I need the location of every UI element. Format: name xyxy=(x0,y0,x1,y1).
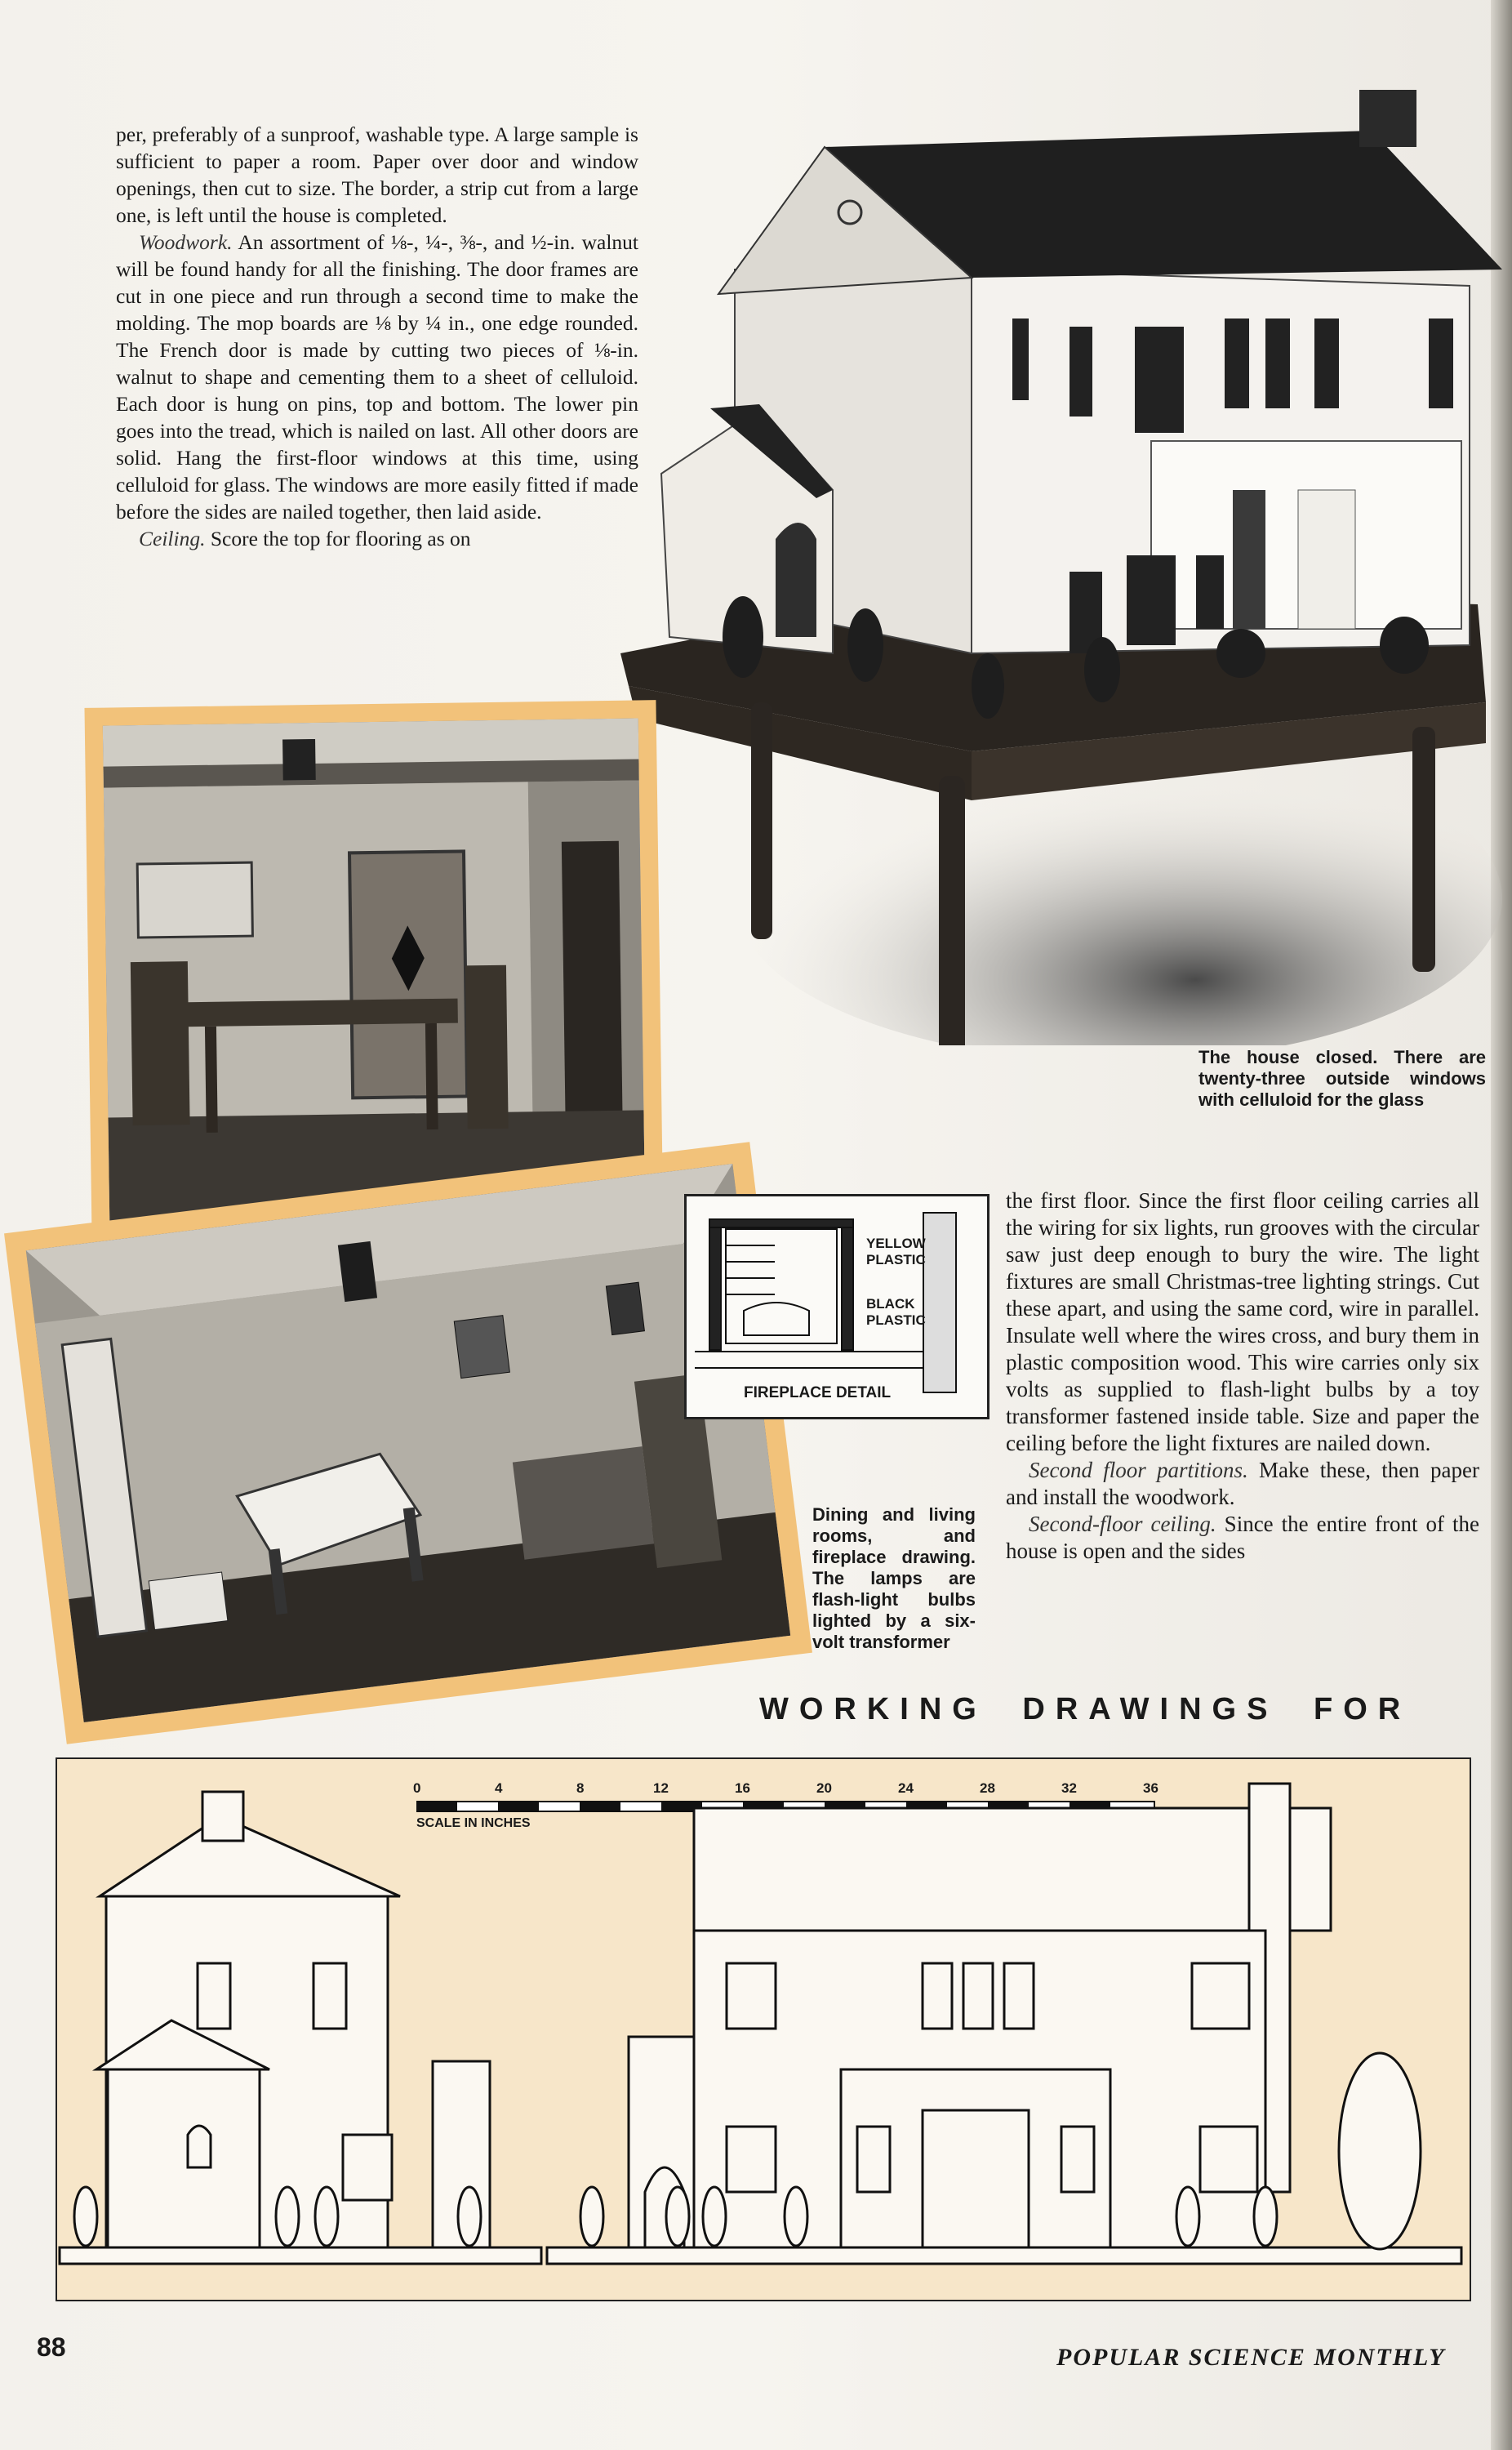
scale-tick-12: 12 xyxy=(653,1780,669,1796)
working-drawings-title: WORKING DRAWINGS FOR xyxy=(759,1692,1412,1726)
scale-tick-32: 32 xyxy=(1061,1780,1077,1796)
left-text-column xyxy=(116,121,638,552)
second-floor-partitions-text: Make these, then paper and install the woodwork. xyxy=(1006,1458,1479,1509)
second-floor-ceiling-text: Since the entire front of the house is open and the sides xyxy=(1006,1512,1479,1563)
ceiling-text: Score the top for flooring as on xyxy=(210,527,471,550)
living-room-photo xyxy=(26,1164,790,1722)
woodwork-heading: Woodwork. xyxy=(139,230,233,254)
house-photo-caption: The house closed. There are twenty-three outside windows with celluloid for the glass xyxy=(1198,1047,1486,1110)
fireplace-detail-drawing xyxy=(684,1194,989,1419)
right-paragraph-2 xyxy=(1006,1457,1479,1511)
black-plastic-label-1: BLACK xyxy=(866,1296,915,1312)
scale-tick-20: 20 xyxy=(816,1780,832,1796)
yellow-plastic-label-1: YELLOW xyxy=(866,1236,926,1251)
house-elevation-drawings xyxy=(57,1759,1470,2300)
magazine-name: POPULAR SCIENCE MONTHLY xyxy=(1056,2344,1446,2371)
second-floor-ceiling-heading: Second-floor ceiling. xyxy=(1029,1512,1216,1536)
right-paragraph-3 xyxy=(1006,1511,1479,1565)
left-paragraph-2 xyxy=(116,229,638,525)
ceiling-heading: Ceiling. xyxy=(139,527,206,550)
left-paragraph-3 xyxy=(116,525,638,552)
fireplace-detail-title: FIREPLACE DETAIL xyxy=(744,1384,892,1401)
scale-tick-8: 8 xyxy=(576,1780,585,1796)
dining-living-caption: Dining and living rooms, and fireplace drawing. The lamps are flash-light bulbs lighted by a six-volt transformer xyxy=(812,1504,976,1652)
right-text-column xyxy=(1006,1187,1479,1565)
scale-tick-0: 0 xyxy=(413,1780,421,1796)
scale-tick-36: 36 xyxy=(1143,1780,1158,1796)
scale-tick-24: 24 xyxy=(898,1780,914,1796)
yellow-plastic-label-2: PLASTIC xyxy=(866,1252,926,1267)
scale-tick-4: 4 xyxy=(495,1780,503,1796)
scale-label: SCALE IN INCHES xyxy=(416,1816,531,1830)
woodwork-text: An assortment of ⅛-, ¼-, ⅜-, and ½-in. walnut will be found handy for all the finishing. The door frames are cut in one piece and run through a second time to make the molding. The mop boards are ⅛ by ¼ in., one edge rounded. The French door is made by cutting two pieces of ⅛-in. walnut to shape and cementing them to a sheet of celluloid. Each door is hung on pins, top and bottom. The lower pin goes into the tread, which is nailed on last. All other doors are solid. Hang the first-floor windows at this time, using celluloid for glass. The windows are more easily fitted if made before the sides are nailed together, then laid aside. xyxy=(116,230,638,523)
black-plastic-label-2: PLASTIC xyxy=(866,1312,926,1328)
dining-room-photo-frame xyxy=(84,700,663,1241)
scale-tick-16: 16 xyxy=(735,1780,750,1796)
house-closed-photo xyxy=(612,82,1502,1045)
scale-tick-28: 28 xyxy=(980,1780,995,1796)
right-paragraph-1: the first floor. Since the first floor ceiling carries all the wiring for six lights, run grooves with the circular saw just deep enough to bury the wire. The light fixtures are small Christmas-tree lighting strings. Cut these apart, and using the same cord, wire in parallel. Insulate well where the wires cross, and bury them in plastic composition wood. This wire carries only six volts as supplied to flash-light bulbs by a toy transformer fastened inside table. Size and paper the ceiling before the light fixtures are nailed down. xyxy=(1006,1188,1479,1455)
dining-room-photo xyxy=(103,718,645,1220)
working-drawings-panel xyxy=(56,1757,1471,2301)
page-number: 88 xyxy=(37,2332,66,2362)
second-floor-partitions-heading: Second floor partitions. xyxy=(1029,1458,1248,1482)
left-paragraph-1: per, preferably of a sunproof, washable type. A large sample is sufficient to paper a room. Paper over door and window openings, then cut to size. The border, a strip cut from a large one, is left until the house is completed. xyxy=(116,122,638,227)
